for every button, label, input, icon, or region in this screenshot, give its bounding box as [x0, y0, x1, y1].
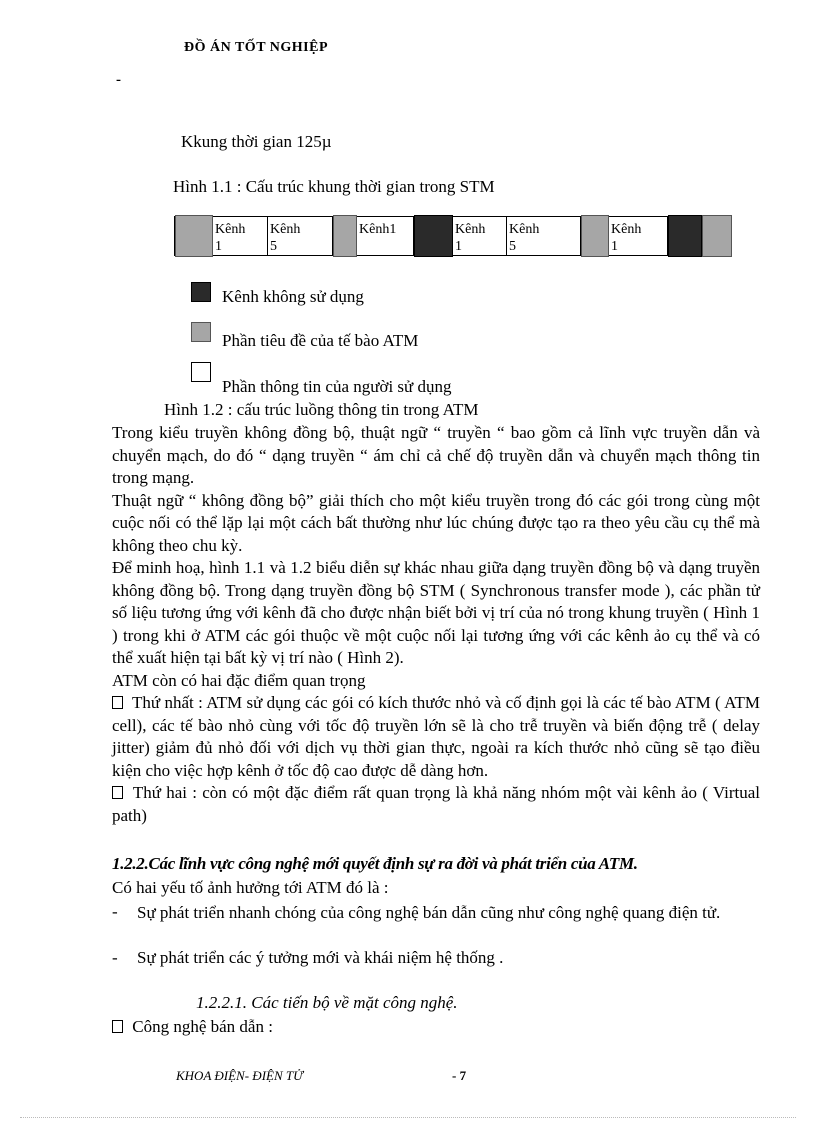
channel-cell [268, 217, 333, 255]
section-heading: 1.2.2.Các lĩnh vực công nghệ mới quyết định sự ra đời và phát triển của ATM. [112, 854, 638, 873]
legend-label-user-info: Phần thông tin của người sử dụng [222, 377, 452, 396]
bullet-line [112, 1017, 273, 1037]
legend-label-header: Phần tiêu đề của tế bào ATM [222, 331, 419, 350]
bullet-box-icon [112, 786, 123, 799]
channel-cell [609, 217, 668, 255]
document-header: ĐỒ ÁN TỐT NGHIỆP [184, 40, 329, 55]
channel-cell [357, 217, 414, 255]
legend-swatch-unused [191, 282, 211, 302]
paragraph: Thuật ngữ “ không đồng bộ” giải thích cho một kiểu truyền trong đó các gói trong cùng một cuộc nối có thể lặp lại một cách bất thường như lúc chúng được tạo ra theo yêu cầu cụ thể mà không theo chu kỳ. [112, 490, 760, 555]
paragraph-text: Thứ hai : còn có một đặc điểm rất quan trọng là khả năng nhóm một vài kênh ảo ( Virtual path) [112, 783, 760, 825]
cell-label: Kênh [611, 222, 642, 237]
bullet-box-icon [112, 696, 123, 709]
paragraph: ATM còn có hai đặc điểm quan trọng [112, 670, 366, 690]
footer-department: KHOA ĐIỆN- ĐIỆN TỬ [176, 1068, 303, 1083]
paragraph: Trong kiểu truyền không đồng bộ, thuật ngữ “ truyền “ bao gồm cả lĩnh vực truyền dẫn và chuyển mạch, do đó “ dạng truyền “ ám chỉ cả chế độ truyền dẫn và chuyển mạch thông tin trong mạng. [112, 423, 760, 487]
legend-label-unused: Kênh không sử dụng [222, 287, 364, 306]
channel-cell [507, 217, 581, 255]
list-item: Sự phát triển các ý tưởng mới và khái niệm hệ thống . [137, 948, 504, 967]
legend-swatch-header [191, 322, 211, 342]
cell-label: Kênh [215, 222, 246, 237]
cell-label: 1 [455, 239, 462, 254]
paragraph-bullet [112, 782, 760, 827]
paragraph-text: Thứ nhất : ATM sử dụng các gói có kích thước nhỏ và cố định gọi là các tế bào ATM ( ATM cell), các tế bào nhỏ cùng với tốc độ truyền lớn sẽ là cho trễ truyền và biến động trễ ( delay jitter) giảm đủ nhỏ đối với dịch vụ thời gian thực, ngoài ra kích thước nhỏ cũng sẽ tạo điều kiện cho việc hợp kênh ở tốc độ cao được dễ dàng hơn. [112, 693, 760, 780]
cell-label: Kênh [455, 222, 486, 237]
list-item: Sự phát triển nhanh chóng của công nghệ bán dẫn cũng như công nghệ quang điện tử. [137, 903, 721, 922]
channel-cell [453, 217, 507, 255]
subsection-heading: 1.2.2.1. Các tiến bộ về mặt công nghệ. [196, 993, 458, 1012]
figure-1-1-caption: Hình 1.1 : Cấu trúc khung thời gian trong STM [173, 177, 495, 196]
figure-1-2-caption: Hình 1.2 : cấu trúc luồng thông tin trong ATM [164, 400, 479, 419]
paragraph-bullet [112, 692, 760, 782]
bullet-text: Công nghệ bán dẫn : [128, 1017, 273, 1036]
footer-divider [20, 1117, 796, 1118]
header-block [702, 215, 732, 257]
paragraph: Để minh hoạ, hình 1.1 và 1.2 biểu diễn sự khác nhau giữa dạng truyền đồng bộ và dạng truyền không đồng bộ. Trong dạng truyền đồng bộ STM ( Synchronous transfer mode ), các phần tử số liệu tương ứng với kênh đã cho được nhận biết bởi vị trí của nó trong khung truyền ( Hình 1 ) trong khi ở ATM các gói thuộc về một cuộc nối lại tương ứng với các kênh ảo cụ thể và có thể xuất hiện tại bất kỳ vị trí nào ( Hình 2). [112, 558, 760, 667]
unused-channel-block [414, 215, 453, 257]
cell-label: 1 [611, 239, 618, 254]
header-block [175, 215, 213, 257]
cell-label: 5 [509, 239, 516, 254]
frame-time-label: Kkung thời gian 125µ [181, 132, 332, 151]
header-dash: - [116, 72, 121, 88]
header-block [581, 215, 609, 257]
page-number: - 7 [452, 1068, 467, 1083]
cell-label: 5 [270, 239, 277, 254]
legend-swatch-user-info [191, 362, 211, 382]
cell-label: Kênh1 [359, 222, 397, 237]
cell-label: Kênh [509, 222, 540, 237]
unused-channel-block [668, 215, 702, 257]
body-paragraphs [112, 422, 760, 827]
cell-label: 1 [215, 239, 222, 254]
header-block [333, 215, 357, 257]
dash-bullet: - [112, 948, 118, 967]
cell-label: Kênh [270, 222, 301, 237]
stm-frame-diagram [174, 216, 731, 256]
dash-bullet: - [112, 902, 118, 921]
section-intro: Có hai yếu tố ảnh hưởng tới ATM đó là : [112, 878, 389, 897]
channel-cell [213, 217, 268, 255]
bullet-box-icon [112, 1020, 123, 1033]
